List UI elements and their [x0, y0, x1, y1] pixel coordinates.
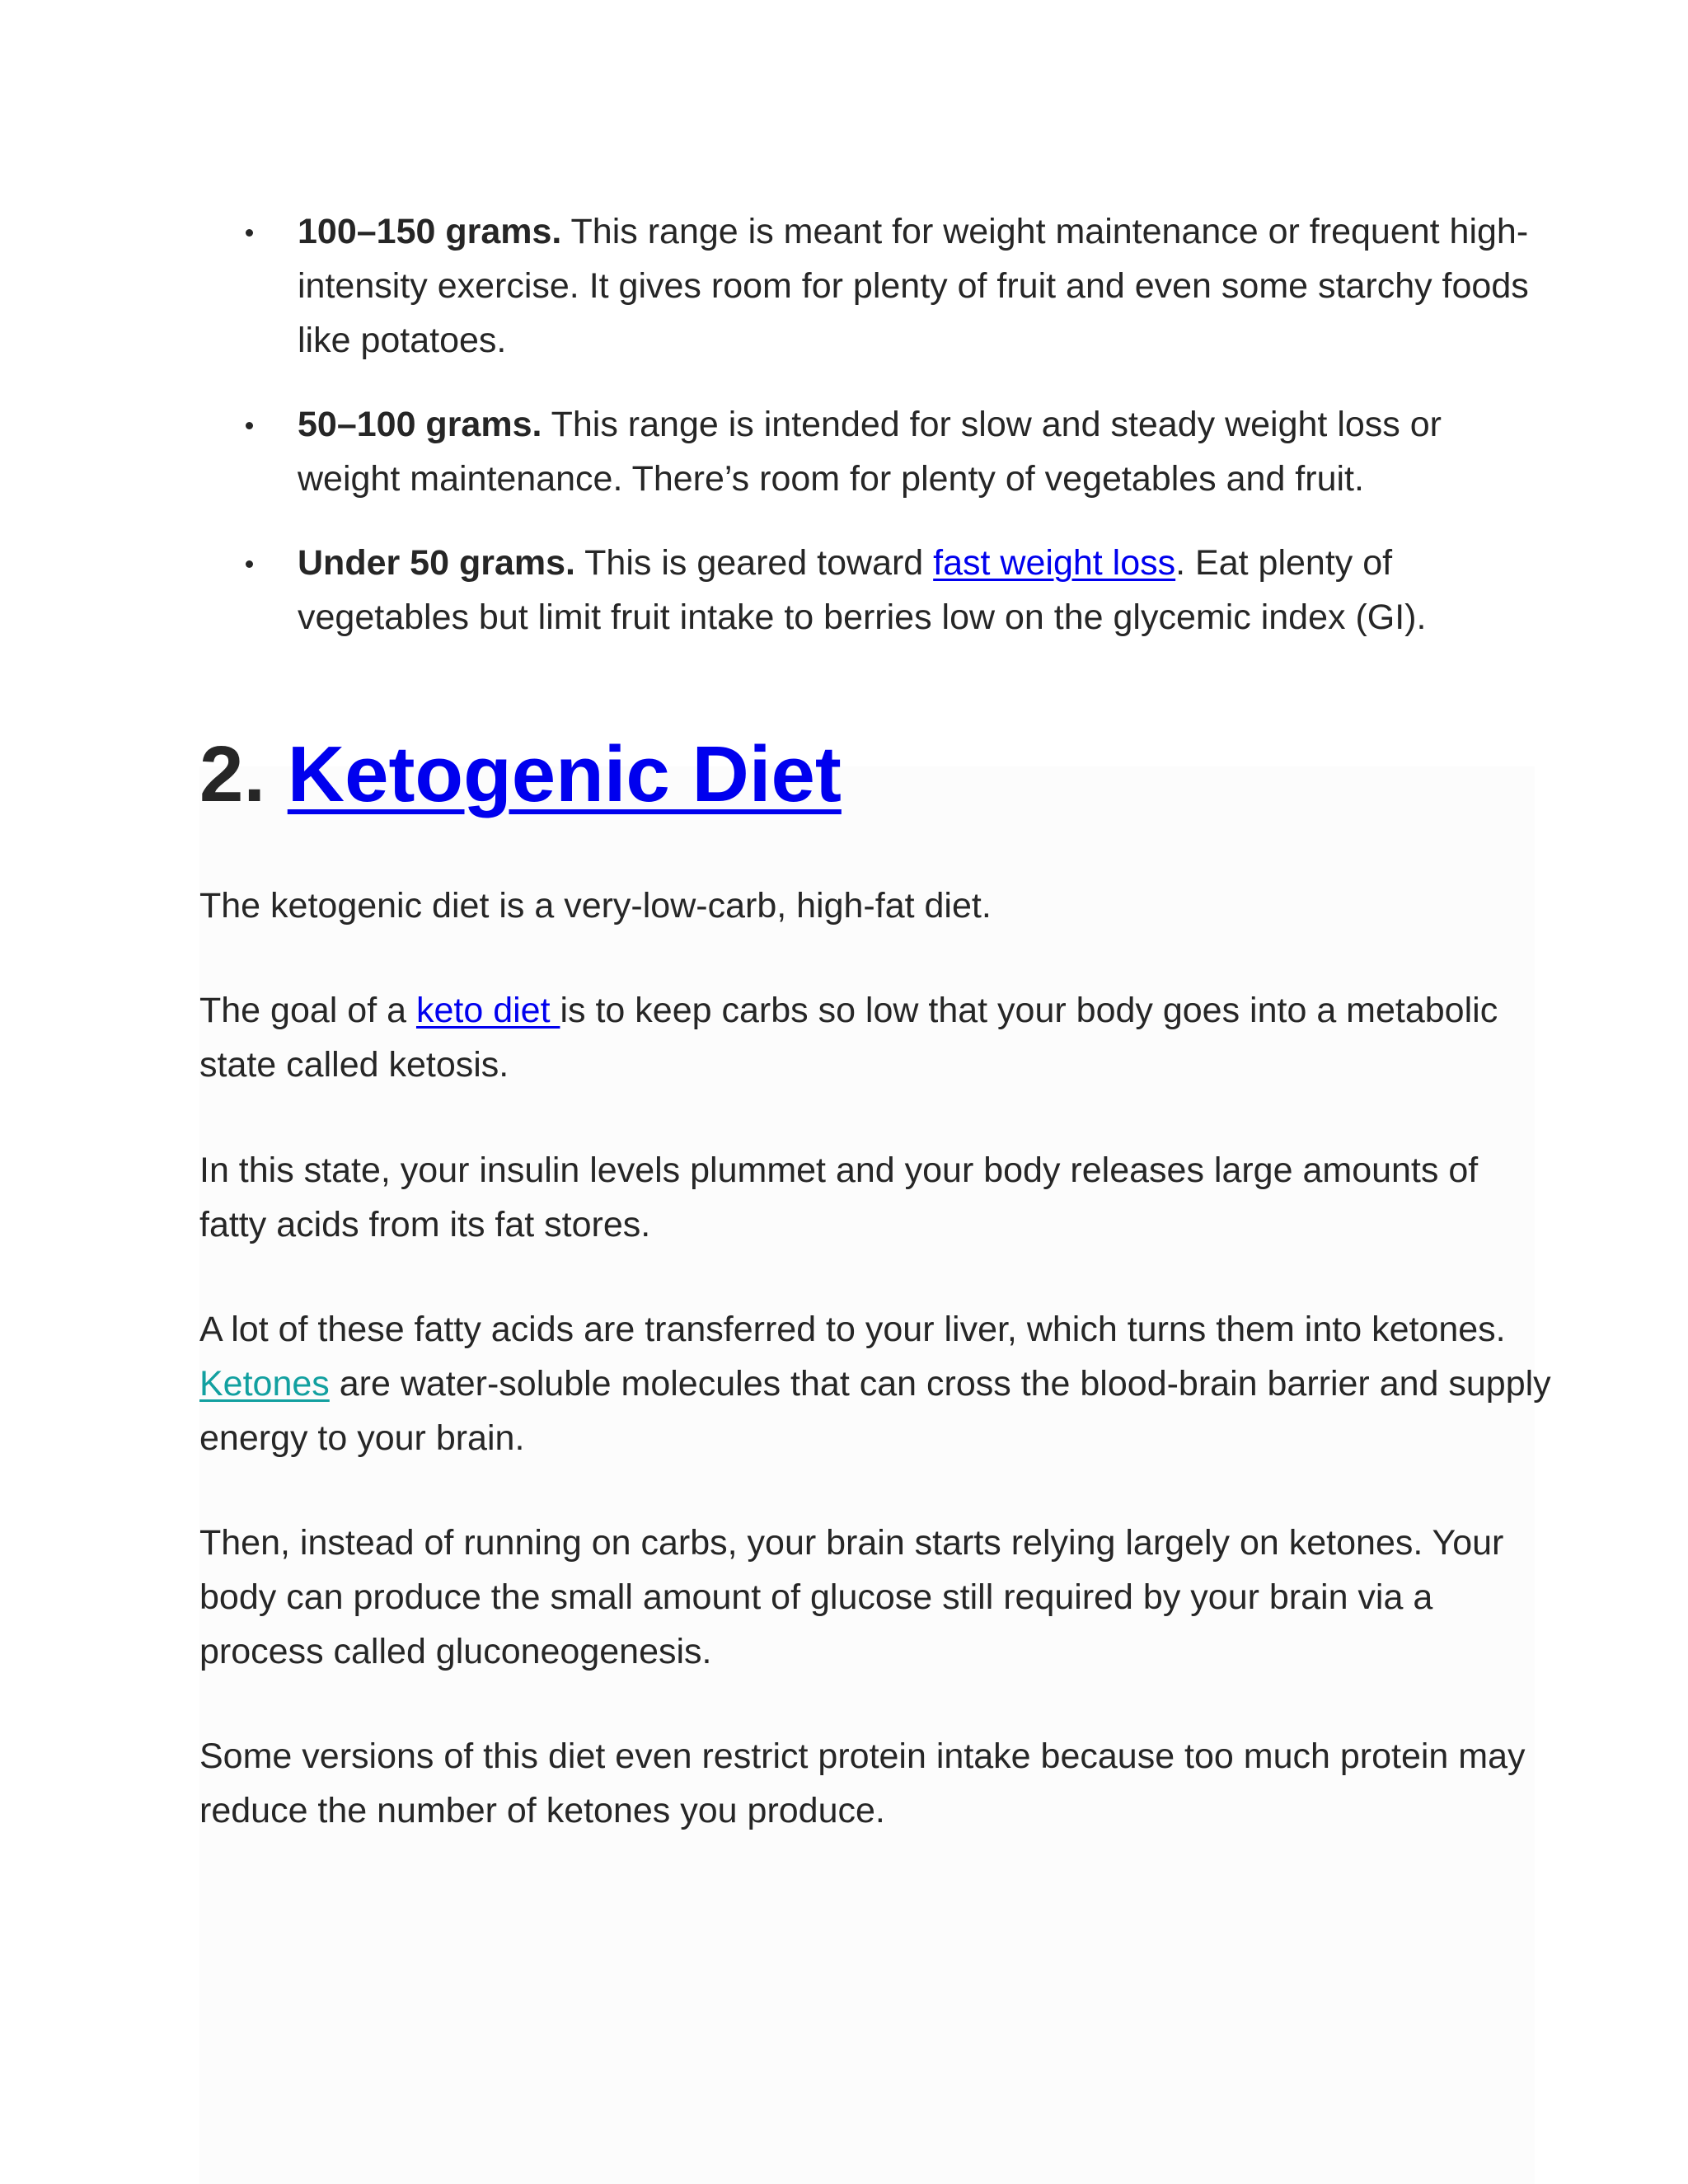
ketones-link[interactable]: Ketones	[199, 1364, 330, 1404]
section-number: 2.	[199, 730, 266, 818]
paragraph: In this state, your insulin levels plummet and your body releases large amounts of fatty acids from its fat stores.	[199, 1151, 1479, 1244]
bullet-bold-label: 50–100 grams.	[298, 405, 542, 444]
ketogenic-diet-link[interactable]: Ketogenic Diet	[287, 730, 842, 818]
carb-range-list	[199, 204, 1543, 674]
keto-diet-link[interactable]: keto diet	[415, 991, 560, 1030]
paragraph-text: is to keep carbs so low that your body goes into a metabolic state called ketosis.	[199, 991, 1498, 1085]
bullet-text: This range is intended for slow and steady weight loss or weight maintenance. There’s room for plenty of vegetables and fruit.	[298, 405, 1442, 499]
paragraph-text: The goal of a	[199, 991, 416, 1030]
bullet-text: This is geared toward	[574, 543, 934, 583]
list-item	[199, 204, 1543, 368]
bullet-text: . Eat plenty of vegetables but limit fruit intake to berries low on the glycemic index (GI).	[298, 543, 1427, 637]
paragraph	[199, 1302, 1551, 1465]
paragraph	[199, 983, 1551, 1092]
paragraph: The ketogenic diet is a very-low-carb, high-fat diet.	[199, 886, 992, 926]
list-item	[199, 536, 1543, 644]
paragraph: Some versions of this diet even restrict protein intake because too much protein may reduce the number of ketones you produce.	[199, 1736, 1526, 1830]
section-heading	[199, 725, 842, 824]
bullet-icon	[246, 422, 253, 429]
bullet-text: This range is meant for weight maintenance or frequent high-intensity exercise. It gives room for plenty of fruit and even some starchy foods like potatoes.	[298, 212, 1529, 360]
bullet-bold-label: 100–150 grams.	[298, 212, 562, 251]
bullet-icon	[246, 560, 253, 568]
bullet-bold-label: Under 50 grams.	[298, 543, 575, 583]
bullet-icon	[246, 229, 253, 237]
fast-weight-loss-link[interactable]: fast weight loss	[933, 543, 1176, 583]
paragraph-text: A lot of these fatty acids are transferred to your liver, which turns them into ketones.	[199, 1310, 1506, 1349]
paragraph: Then, instead of running on carbs, your brain starts relying largely on ketones. Your body can produce the small amount of glucose still required by your brain via a process called gluconeogenesis.	[199, 1523, 1504, 1671]
list-item	[199, 397, 1543, 506]
paragraph-text: are water-soluble molecules that can cross the blood-brain barrier and supply energy to your brain.	[199, 1364, 1551, 1458]
